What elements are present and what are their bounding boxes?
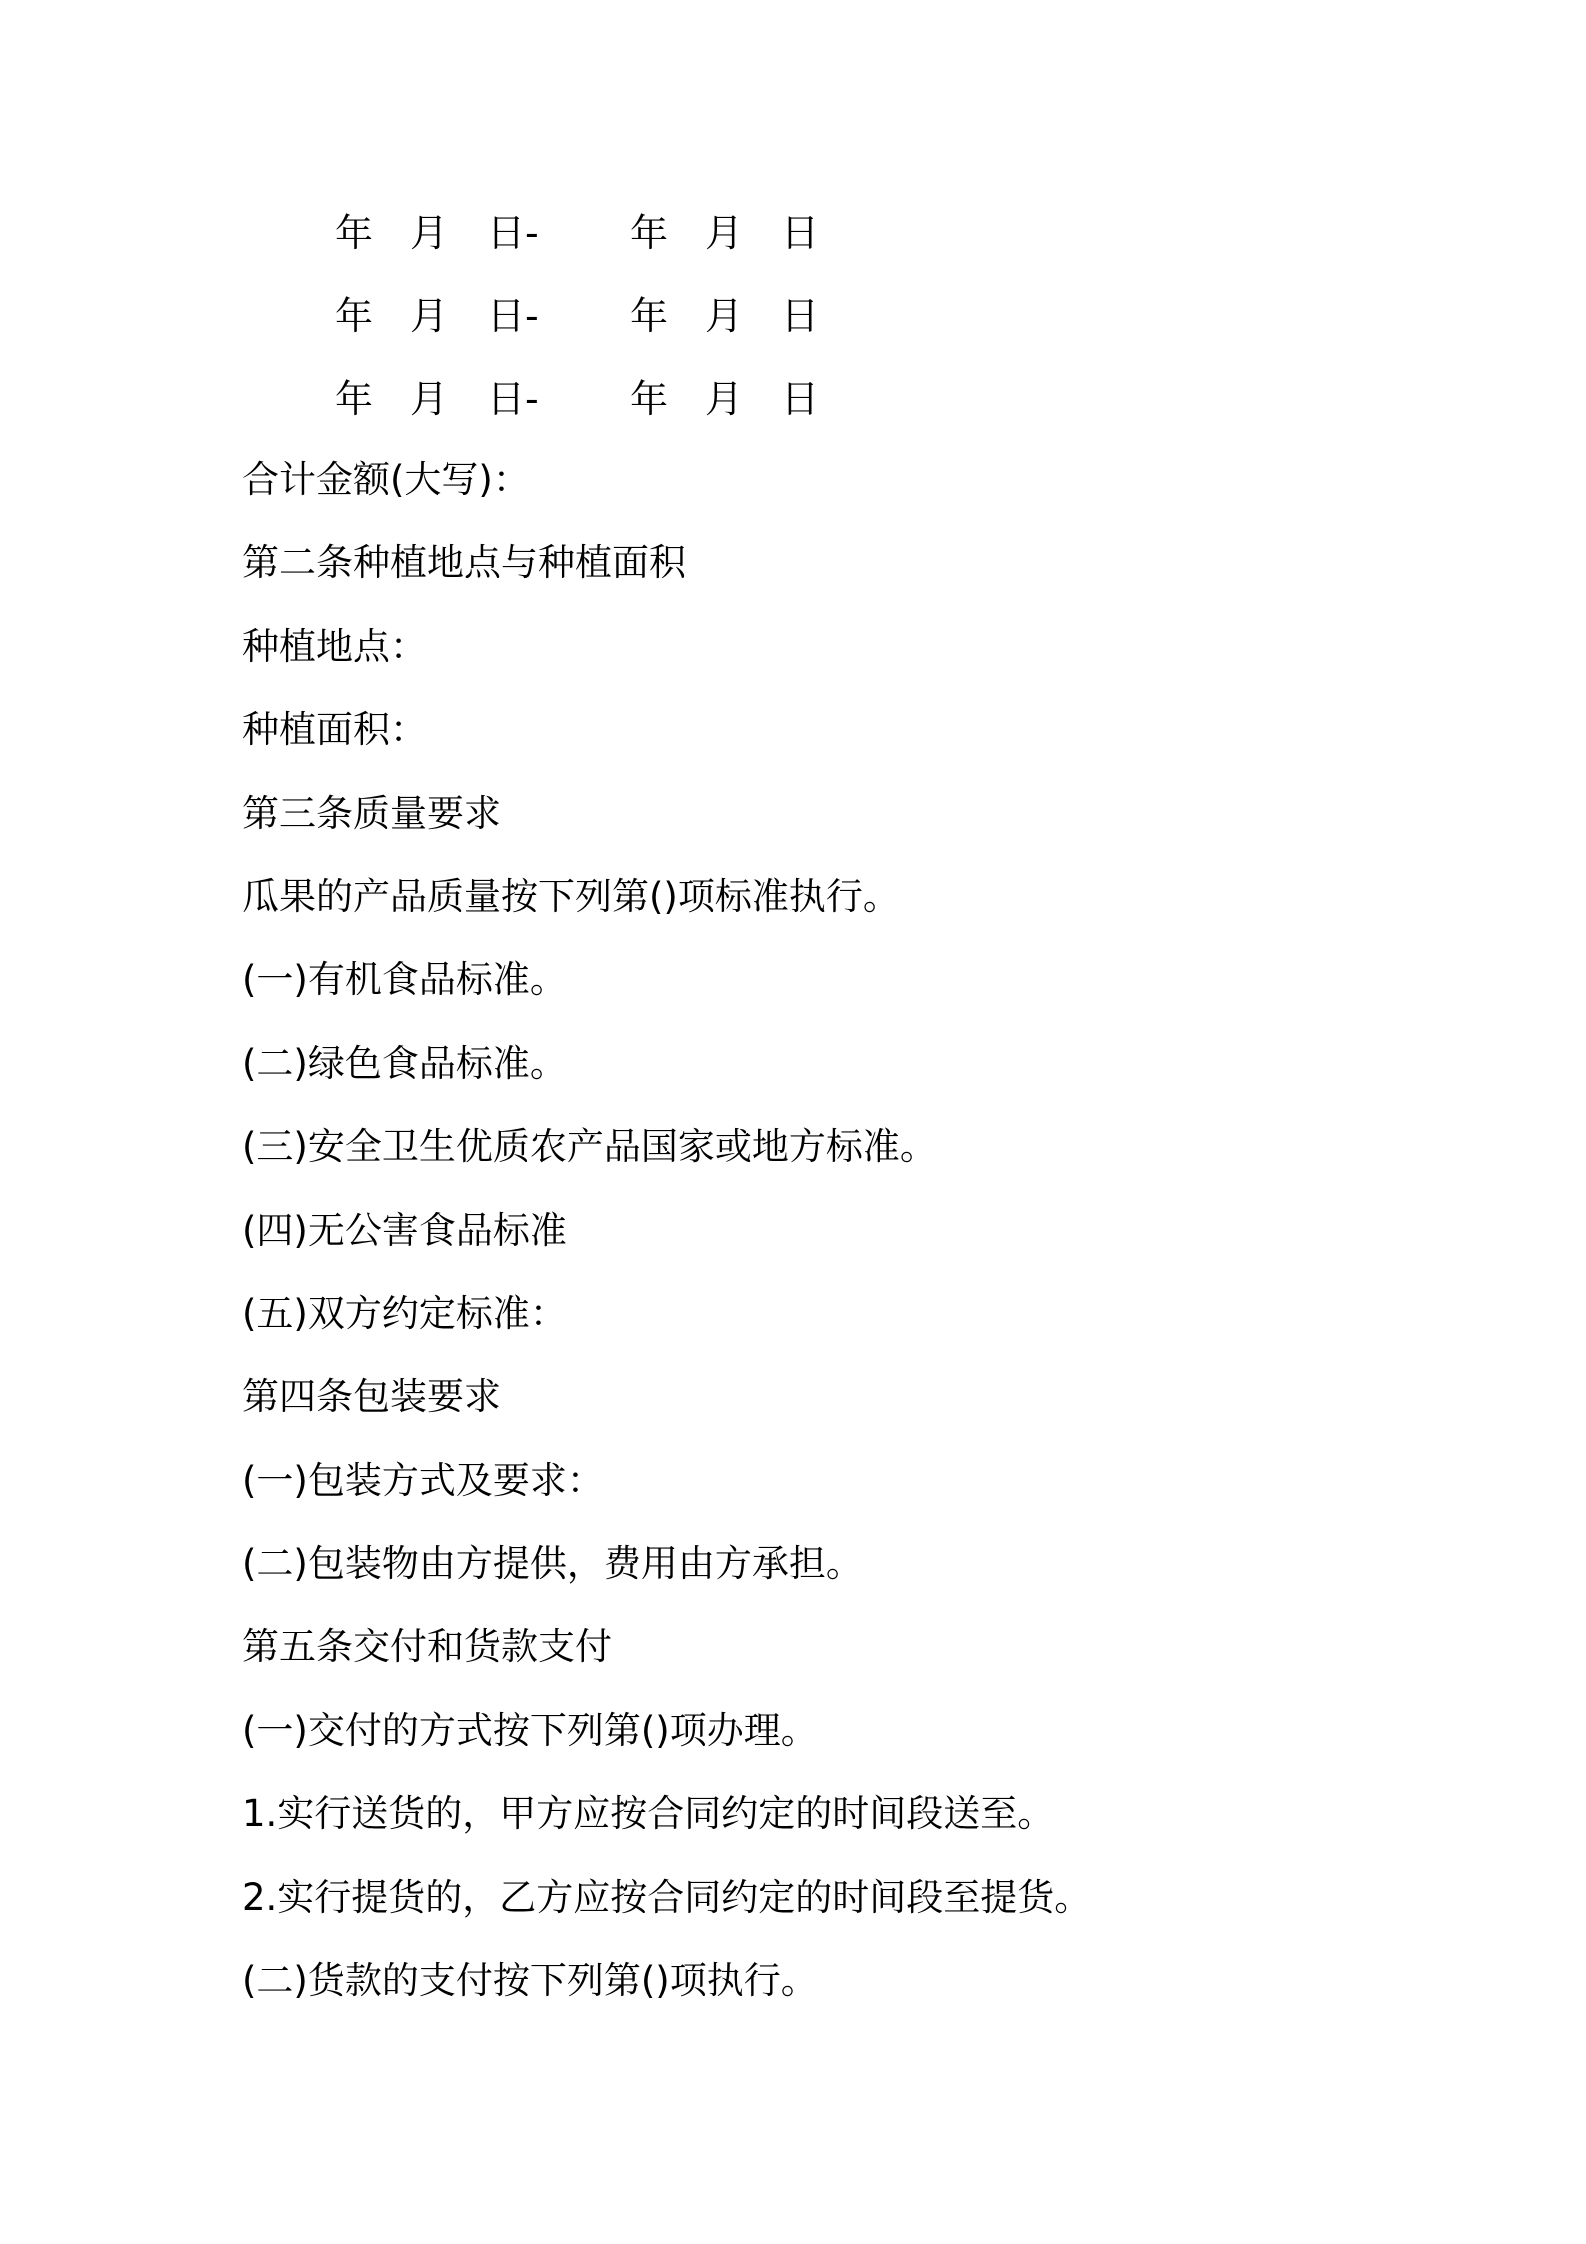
delivery-item-2: 2.实行提货的，乙方应按合同约定的时间段至提货。 [242, 1875, 1092, 1919]
article-4-heading: 第四条包装要求 [242, 1375, 501, 1419]
year-label: 年 [335, 294, 374, 338]
packaging-item-2: (二)包装物由方提供，费用由方承担。 [242, 1542, 863, 1586]
payment-method-line: (二)货款的支付按下列第()项执行。 [242, 1959, 818, 2003]
contract-body [242, 450, 1442, 2034]
quality-item-2: (二)绿色食品标准。 [242, 1041, 567, 1085]
year-label: 年 [630, 211, 669, 255]
article-3-heading: 第三条质量要求 [242, 791, 501, 835]
date-range-line [335, 203, 820, 263]
year-label: 年 [630, 377, 669, 421]
date-range-line [335, 369, 820, 429]
month-label: 月 [705, 211, 744, 255]
article-5-heading: 第五条交付和货款支付 [242, 1625, 612, 1669]
year-label: 年 [335, 377, 374, 421]
quality-item-4: (四)无公害食品标准 [242, 1208, 567, 1252]
year-label: 年 [630, 294, 669, 338]
month-label: 月 [410, 294, 449, 338]
quality-item-1: (一)有机食品标准。 [242, 958, 567, 1002]
day-label: 日- [487, 211, 539, 255]
month-label: 月 [705, 294, 744, 338]
month-label: 月 [410, 211, 449, 255]
total-amount-label: 合计金额(大写)： [242, 458, 530, 501]
quality-standard-line: 瓜果的产品质量按下列第()项标准执行。 [242, 874, 900, 918]
date-range-line [335, 286, 820, 346]
year-label: 年 [335, 211, 374, 255]
quality-item-3: (三)安全卫生优质农产品国家或地方标准。 [242, 1125, 937, 1169]
article-2-heading: 第二条种植地点与种植面积 [242, 541, 686, 585]
planting-area-label: 种植面积： [242, 708, 427, 752]
delivery-method-line: (一)交付的方式按下列第()项办理。 [242, 1708, 818, 1752]
day-label: 日- [487, 294, 539, 338]
quality-item-5: (五)双方约定标准： [242, 1291, 567, 1335]
month-label: 月 [410, 377, 449, 421]
delivery-item-1: 1.实行送货的，甲方应按合同约定的时间段送至。 [242, 1792, 1055, 1836]
day-label: 日 [781, 294, 820, 338]
planting-location-label: 种植地点： [242, 624, 427, 668]
day-label: 日 [781, 211, 820, 255]
month-label: 月 [705, 377, 744, 421]
day-label: 日- [487, 377, 539, 421]
packaging-item-1: (一)包装方式及要求： [242, 1458, 604, 1502]
day-label: 日 [781, 377, 820, 421]
